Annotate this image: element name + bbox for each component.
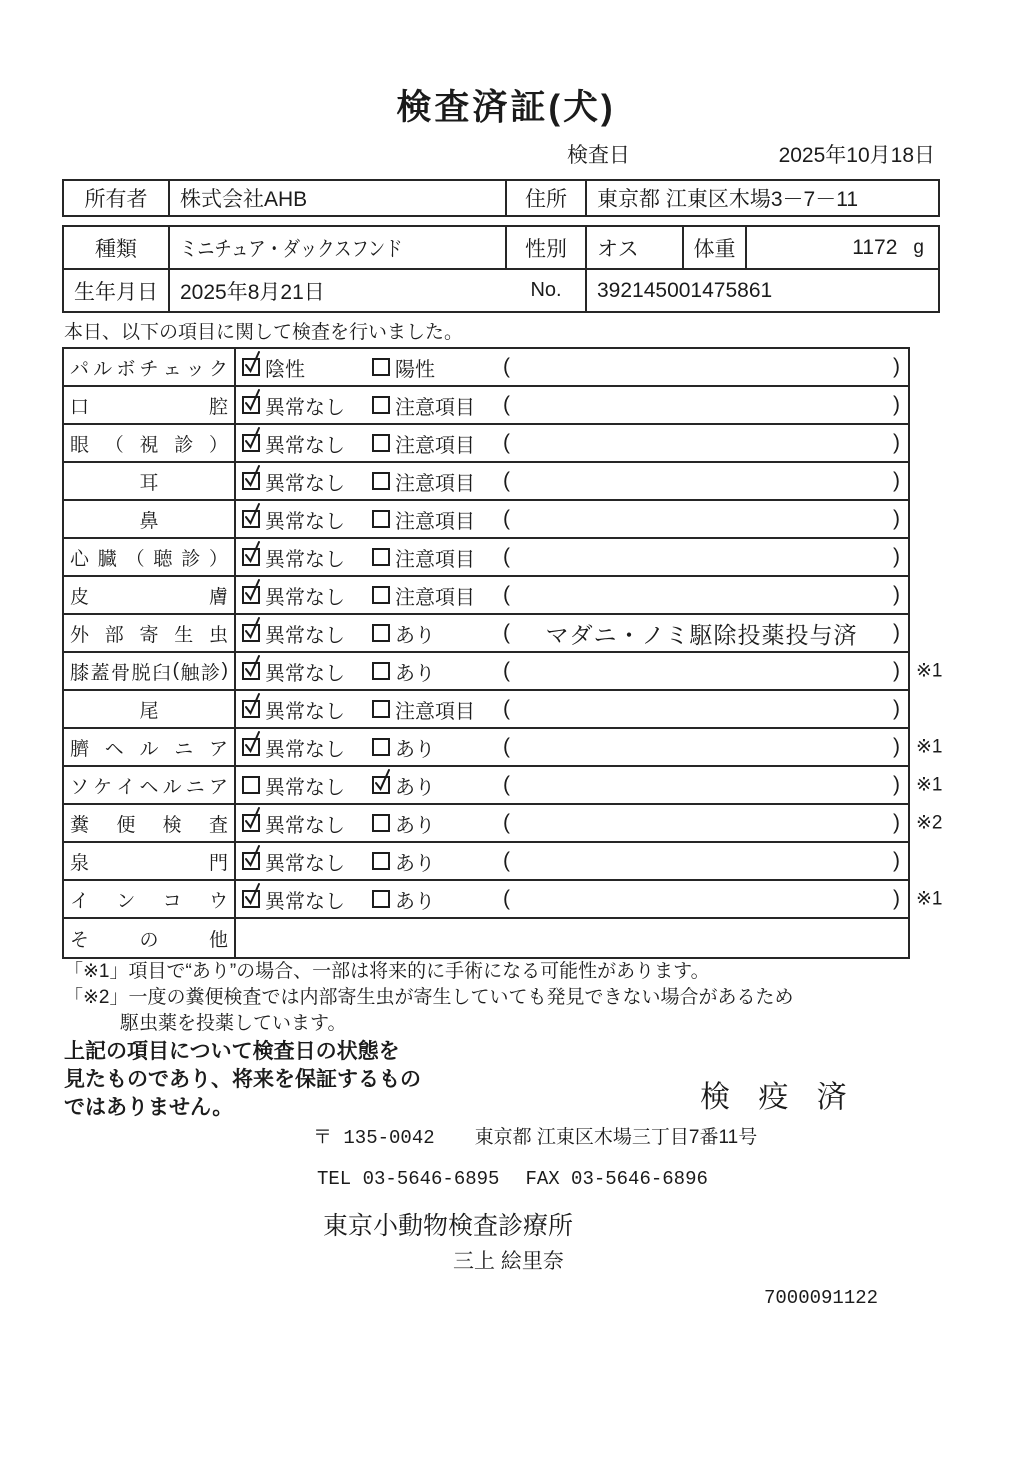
paren-close: ) xyxy=(893,621,900,644)
checkbox xyxy=(372,396,390,414)
paren-open: ( xyxy=(503,431,510,454)
weight-unit: g xyxy=(913,236,924,258)
sex-label: 性別 xyxy=(507,227,587,268)
remarks-field xyxy=(503,393,908,417)
checklist-row-label: 口 腔 xyxy=(64,387,236,423)
option-abnormal-label: 注意項目 xyxy=(395,700,475,723)
checklist-table xyxy=(62,347,943,959)
option-abnormal-label: あり xyxy=(395,890,435,913)
paren-close: ) xyxy=(893,659,900,682)
checklist-row-label: パ ル ボ チ ェ ッ ク xyxy=(64,349,236,385)
paren-close: ) xyxy=(893,811,900,834)
option-abnormal-label: あり xyxy=(395,624,435,647)
remarks-field xyxy=(503,583,908,607)
paren-open: ( xyxy=(503,507,510,530)
option-abnormal xyxy=(372,657,503,686)
option-normal-label: 異常なし xyxy=(265,396,345,419)
checkbox-checked xyxy=(242,624,260,642)
checkbox-checked xyxy=(242,510,260,528)
paren-close: ) xyxy=(893,431,900,454)
document-code: 7000091122 xyxy=(764,1287,879,1309)
checklist-row-label: 泉 門 xyxy=(64,843,236,879)
clinic-address: 東京都 江東区木場三丁目7番11号 xyxy=(474,1127,758,1148)
checklist-row-label: 尾 xyxy=(64,691,236,727)
option-abnormal xyxy=(372,619,503,648)
paren-open: ( xyxy=(503,355,510,378)
option-normal xyxy=(242,657,372,686)
paren-open: ( xyxy=(503,697,510,720)
paren-close: ) xyxy=(893,507,900,530)
intro-text: 本日、以下の項目に関して検査を行いました。 xyxy=(64,322,464,343)
checklist-row xyxy=(64,843,908,881)
option-abnormal xyxy=(372,809,503,838)
option-normal xyxy=(242,847,372,876)
checkbox xyxy=(372,662,390,680)
checkbox xyxy=(372,358,390,376)
checklist-row xyxy=(64,387,908,425)
checklist-row-content xyxy=(236,577,908,613)
option-normal-label: 異常なし xyxy=(265,548,345,571)
reference-mark: ※1 xyxy=(916,774,943,796)
remarks-field xyxy=(503,617,908,650)
checklist-row xyxy=(64,919,908,957)
option-abnormal-label: あり xyxy=(395,662,435,685)
checklist-row-content xyxy=(236,501,908,537)
option-abnormal xyxy=(372,467,503,496)
checklist-row-label: 眼 （ 視 診 ） xyxy=(64,425,236,461)
checkbox-checked xyxy=(242,814,260,832)
birthdate-label: 生年月日 xyxy=(64,270,170,311)
checklist-row-content xyxy=(236,349,908,385)
checklist-row-content xyxy=(236,691,908,727)
weight-label: 体重 xyxy=(684,227,747,268)
option-abnormal xyxy=(372,353,503,382)
option-abnormal-label: あり xyxy=(395,738,435,761)
checkbox xyxy=(372,434,390,452)
fax-number: FAX 03-5646-6896 xyxy=(525,1168,708,1190)
option-normal-label: 異常なし xyxy=(265,586,345,609)
footnote-1: 「※1」項目で“あり”の場合、一部は将来的に手術になる可能性があります。 xyxy=(64,961,710,982)
option-abnormal-label: 注意項目 xyxy=(395,396,475,419)
page-title: 検査済証(犬) xyxy=(396,88,616,127)
option-abnormal xyxy=(372,771,503,800)
checklist-row-content xyxy=(236,805,908,841)
checklist-row-content xyxy=(236,425,908,461)
option-abnormal xyxy=(372,695,503,724)
option-normal xyxy=(242,733,372,762)
option-normal xyxy=(242,695,372,724)
checkbox xyxy=(372,624,390,642)
option-abnormal-label: 注意項目 xyxy=(395,548,475,571)
reference-mark: ※2 xyxy=(916,812,943,834)
paren-close: ) xyxy=(893,583,900,606)
owner-table xyxy=(62,179,940,217)
option-normal-label: 異常なし xyxy=(265,662,345,685)
checklist-row-content xyxy=(236,387,908,423)
checklist-row xyxy=(64,349,908,387)
checklist-row-content xyxy=(236,843,908,879)
checklist-row xyxy=(64,767,943,805)
checklist-row xyxy=(64,501,908,539)
option-normal-label: 異常なし xyxy=(265,434,345,457)
checklist-row xyxy=(64,653,943,691)
option-normal xyxy=(242,581,372,610)
checkbox-checked xyxy=(242,358,260,376)
option-normal xyxy=(242,619,372,648)
option-abnormal xyxy=(372,429,503,458)
sex-value: オス xyxy=(587,227,684,268)
remarks-field xyxy=(503,507,908,531)
paren-open: ( xyxy=(503,811,510,834)
option-normal xyxy=(242,885,372,914)
inspection-date-label: 検査日 xyxy=(567,144,630,167)
option-abnormal xyxy=(372,847,503,876)
option-normal xyxy=(242,429,372,458)
remarks-field xyxy=(503,811,908,835)
tel-number: TEL 03-5646-6895 xyxy=(317,1168,500,1190)
checklist-row-label: 心 臓 （ 聴 診 ） xyxy=(64,539,236,575)
quarantine-stamp: 検 疫 済 xyxy=(700,1081,857,1114)
checklist-row xyxy=(64,615,908,653)
remarks-text: マダニ・ノミ駆除投薬投与済 xyxy=(545,621,858,648)
checklist-row-label: ソ ケ イ ヘ ル ニ ア xyxy=(64,767,236,803)
option-abnormal xyxy=(372,581,503,610)
checklist-row xyxy=(64,425,908,463)
checkbox-checked xyxy=(372,776,390,794)
checkbox xyxy=(372,738,390,756)
footnote-2-continued: 駆虫薬を投薬しています。 xyxy=(120,1013,347,1034)
option-abnormal xyxy=(372,505,503,534)
checkbox-checked xyxy=(242,738,260,756)
checkbox-checked xyxy=(242,890,260,908)
checkbox-checked xyxy=(242,472,260,490)
birthdate-value: 2025年8月21日 xyxy=(180,280,325,304)
checklist-row-content xyxy=(236,463,908,499)
checkbox xyxy=(372,548,390,566)
option-normal-label: 異常なし xyxy=(265,624,345,647)
owner-label: 所有者 xyxy=(64,181,170,215)
owner-address-value: 東京都 江東区木場3－7－11 xyxy=(597,188,858,211)
remarks-field xyxy=(503,735,908,759)
paren-close: ) xyxy=(893,393,900,416)
remarks-field xyxy=(503,773,908,797)
checkbox xyxy=(372,814,390,832)
paren-close: ) xyxy=(893,545,900,568)
option-abnormal-label: あり xyxy=(395,852,435,875)
option-abnormal xyxy=(372,733,503,762)
checkbox xyxy=(372,700,390,718)
option-normal-label: 異常なし xyxy=(265,738,345,761)
option-abnormal-label: 注意項目 xyxy=(395,510,475,533)
remarks-field xyxy=(503,659,908,683)
checkbox-checked xyxy=(242,586,260,604)
checklist-row-content xyxy=(236,615,908,651)
paren-open: ( xyxy=(503,659,510,682)
checklist-row-label: 糞 便 検 査 xyxy=(64,805,236,841)
paren-open: ( xyxy=(503,887,510,910)
reference-mark: ※1 xyxy=(916,736,943,758)
pet-table xyxy=(62,225,940,313)
checkbox xyxy=(372,852,390,870)
option-normal-label: 異常なし xyxy=(265,472,345,495)
checklist-row-label: 皮 膚 xyxy=(64,577,236,613)
checkbox-checked xyxy=(242,662,260,680)
owner-value: 株式会社AHB xyxy=(170,181,507,215)
option-normal-label: 陰性 xyxy=(265,358,305,381)
checklist-row-content xyxy=(236,653,908,689)
option-normal xyxy=(242,809,372,838)
checklist-row xyxy=(64,805,943,843)
certificate-no-label: No. xyxy=(507,270,587,311)
checklist-row xyxy=(64,691,908,729)
paren-open: ( xyxy=(503,393,510,416)
remarks-field xyxy=(503,545,908,569)
checkbox-checked xyxy=(242,396,260,414)
checkbox xyxy=(372,586,390,604)
paren-close: ) xyxy=(893,697,900,720)
option-normal-label: 異常なし xyxy=(265,814,345,837)
breed-value: ミニチュア・ダックスフンド xyxy=(170,227,507,268)
option-abnormal-label: 注意項目 xyxy=(395,434,475,457)
paren-close: ) xyxy=(893,735,900,758)
option-normal xyxy=(242,353,372,382)
checkbox xyxy=(242,776,260,794)
option-normal xyxy=(242,771,372,800)
checkbox-checked xyxy=(242,548,260,566)
checkbox-checked xyxy=(242,700,260,718)
checklist-row xyxy=(64,729,943,767)
remarks-field xyxy=(503,355,908,379)
paren-close: ) xyxy=(893,469,900,492)
checkbox-checked xyxy=(242,434,260,452)
remarks-field xyxy=(503,697,908,721)
reference-mark: ※1 xyxy=(916,888,943,910)
checklist-row-content xyxy=(236,919,908,957)
checklist-row xyxy=(64,577,908,615)
remarks-field xyxy=(503,431,908,455)
checkbox xyxy=(372,510,390,528)
clinic-postal-line xyxy=(313,1122,757,1149)
option-abnormal-label: 注意項目 xyxy=(395,472,475,495)
reference-mark: ※1 xyxy=(916,660,943,682)
checklist-row-label: 耳 xyxy=(64,463,236,499)
checklist-row-content xyxy=(236,729,908,765)
checklist-row xyxy=(64,881,943,919)
certificate-no-value: 392145001475861 xyxy=(597,278,773,302)
option-normal-label: 異常なし xyxy=(265,510,345,533)
owner-address-label: 住所 xyxy=(507,181,587,215)
option-normal-label: 異常なし xyxy=(265,852,345,875)
checkbox xyxy=(372,472,390,490)
option-normal-label: 異常なし xyxy=(265,776,345,799)
checklist-row-content xyxy=(236,881,908,917)
checklist-row-label: イ ン コ ウ xyxy=(64,881,236,917)
option-abnormal xyxy=(372,885,503,914)
postal-code: 〒 135-0042 xyxy=(313,1127,435,1149)
option-abnormal-label: あり xyxy=(395,776,435,799)
checklist-row-label: 臍 ヘ ル ニ ア xyxy=(64,729,236,765)
checklist-row xyxy=(64,539,908,577)
checklist-row-content xyxy=(236,539,908,575)
paren-open: ( xyxy=(503,545,510,568)
remarks-field xyxy=(503,887,908,911)
paren-open: ( xyxy=(503,469,510,492)
paren-open: ( xyxy=(503,773,510,796)
weight-value: 1172 g xyxy=(852,235,924,259)
paren-close: ) xyxy=(893,887,900,910)
footnote-2: 「※2」一度の糞便検査では内部寄生虫が寄生していても発見できない場合があるため xyxy=(64,987,794,1008)
paren-open: ( xyxy=(503,735,510,758)
clinic-name: 東京小動物検査診療所 xyxy=(323,1212,574,1240)
examiner-name: 三上 絵里奈 xyxy=(453,1250,564,1273)
option-abnormal-label: 注意項目 xyxy=(395,586,475,609)
option-abnormal-label: あり xyxy=(395,814,435,837)
option-normal xyxy=(242,505,372,534)
checkbox xyxy=(372,890,390,908)
checklist-row-label: 膝 蓋 骨 脱 臼 ( 触 診 ) xyxy=(64,653,236,689)
remarks-field xyxy=(503,469,908,493)
checklist-row-label: 外 部 寄 生 虫 xyxy=(64,615,236,651)
paren-open: ( xyxy=(503,849,510,872)
checklist-row-label: 鼻 xyxy=(64,501,236,537)
remarks-field xyxy=(503,849,908,873)
option-normal-label: 異常なし xyxy=(265,890,345,913)
paren-close: ) xyxy=(893,773,900,796)
checklist-row-content xyxy=(236,767,908,803)
option-normal-label: 異常なし xyxy=(265,700,345,723)
checklist-row-label: そ の 他 xyxy=(64,919,236,957)
breed-label: 種類 xyxy=(64,227,170,268)
inspection-date-value: 2025年10月18日 xyxy=(778,144,935,167)
checkbox-checked xyxy=(242,852,260,870)
paren-open: ( xyxy=(503,583,510,606)
option-abnormal xyxy=(372,391,503,420)
clinic-tel-line xyxy=(317,1168,708,1190)
paren-close: ) xyxy=(893,849,900,872)
option-normal xyxy=(242,467,372,496)
option-normal xyxy=(242,543,372,572)
paren-open: ( xyxy=(503,621,510,644)
checklist-row xyxy=(64,463,908,501)
disclaimer-statement: 上記の項目について検査日の状態を 見たものであり、将来を保証するもの ではありません。 xyxy=(64,1040,421,1119)
option-normal xyxy=(242,391,372,420)
option-abnormal-label: 陽性 xyxy=(395,358,435,381)
option-abnormal xyxy=(372,543,503,572)
paren-close: ) xyxy=(893,355,900,378)
